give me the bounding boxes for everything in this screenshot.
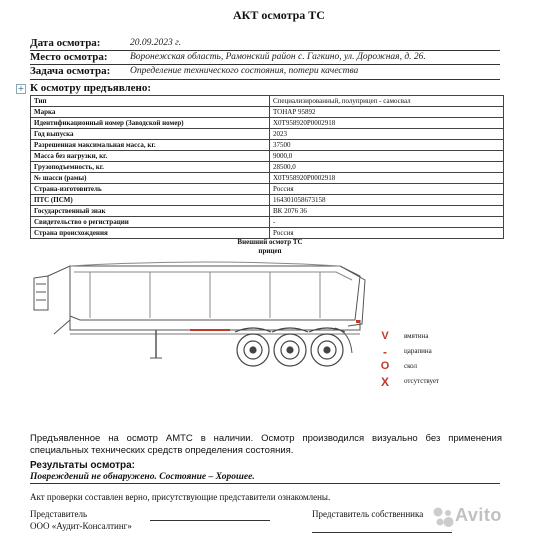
table-row	[31, 228, 504, 239]
spec-value: Россия	[270, 184, 504, 195]
results-value: Повреждений не обнаружено. Состояние – Хорошее.	[30, 472, 255, 482]
rear-gate	[340, 266, 365, 326]
chassis-frame	[70, 320, 360, 330]
table-row	[31, 217, 504, 228]
spec-key: Страна происхождения	[31, 228, 270, 239]
results-label: Результаты осмотра:	[30, 460, 135, 471]
organization-name: ООО «Аудит-Консалтинг»	[30, 521, 132, 531]
header-value: 20.09.2023 г.	[130, 38, 182, 48]
spec-value: -	[270, 217, 504, 228]
spec-key: Идентификационный номер (Заводской номер)	[31, 118, 270, 129]
spec-key: Разрешенная максимальная масса, кг.	[31, 140, 270, 151]
table-row	[31, 162, 504, 173]
spec-value: X0T958920P0002918	[270, 118, 504, 129]
inspection-paragraph: Предъявленное на осмотр АМТС в наличии. Осмотр производился визуально без применения специальных технических средств определения состояния.	[30, 433, 502, 456]
spec-value: 2023	[270, 129, 504, 140]
signature-line-right	[312, 532, 452, 533]
spec-value: 28500,0	[270, 162, 504, 173]
spec-key: Масса без нагрузки, кг.	[31, 151, 270, 162]
table-move-handle-icon[interactable]: +	[17, 84, 25, 93]
missing-symbol-icon: X	[380, 375, 389, 389]
chip-symbol-icon: O	[380, 360, 390, 372]
table-row	[31, 129, 504, 140]
trailer-diagram	[30, 258, 375, 373]
header-label: Задача осмотра:	[30, 65, 111, 77]
spec-key: Страна-изготовитель	[31, 184, 270, 195]
spec-key: Грузоподъемность, кг.	[31, 162, 270, 173]
front-wall	[48, 266, 70, 328]
spec-value: ВК 2076 36	[270, 206, 504, 217]
document-title: АКТ осмотра ТС	[233, 8, 325, 22]
tipper-body	[70, 266, 360, 320]
section-title: К осмотру предъявлено:	[30, 82, 152, 94]
header-label: Дата осмотра:	[30, 37, 101, 49]
rear-lights	[356, 320, 360, 323]
spec-key: Тип	[31, 96, 270, 107]
legend-label: отсутствует	[404, 377, 440, 385]
divider	[30, 79, 500, 80]
table-row	[31, 107, 504, 118]
spec-value: X0T958920P0002918	[270, 173, 504, 184]
spec-value: 9000,0	[270, 151, 504, 162]
spec-value: 37500	[270, 140, 504, 151]
header-label: Место осмотра:	[30, 51, 108, 63]
signature-line-left	[150, 520, 270, 521]
spec-value: 164301058673158	[270, 195, 504, 206]
table-row	[31, 140, 504, 151]
signature-left-label: Представитель	[30, 509, 88, 519]
header-value: Воронежская область, Рамонский район с. Гагкино, ул. Дорожная, д. 26.	[130, 52, 426, 62]
table-row	[31, 195, 504, 206]
divider	[30, 483, 500, 484]
legend-item	[378, 375, 478, 389]
diagram-title-line: Внешний осмотр ТС	[237, 238, 303, 246]
legend-item	[378, 345, 478, 359]
legend-label: вмятина	[404, 332, 429, 340]
table-row	[31, 206, 504, 217]
spec-key: ПТС (ПСМ)	[31, 195, 270, 206]
diagram-title	[200, 238, 340, 256]
wheel-group	[235, 328, 345, 366]
spec-key: Государственный знак	[31, 206, 270, 217]
spec-key: Свидетельство о регистрации	[31, 217, 270, 228]
legend-label: скол	[404, 362, 418, 370]
front-ladder	[34, 276, 48, 310]
spec-table	[30, 95, 504, 239]
spec-value: Специализированный, полуприцеп - самосвал	[270, 96, 504, 107]
spec-key: Марка	[31, 107, 270, 118]
signature-right-label: Представитель собственника	[312, 509, 424, 519]
table-row	[31, 96, 504, 107]
agreement-text: Акт проверки составлен верно, присутствующие представители ознакомлены.	[30, 492, 331, 502]
dent-symbol-icon: V	[381, 330, 389, 342]
spec-key: № шасси (рамы)	[31, 173, 270, 184]
header-value: Определение технического состояния, потери качества	[130, 66, 359, 76]
legend-item	[378, 330, 478, 344]
table-row	[31, 151, 504, 162]
avito-logo-icon	[432, 506, 454, 528]
spec-key: Год выпуска	[31, 129, 270, 140]
legend-item	[378, 360, 478, 374]
table-row	[31, 118, 504, 129]
table-row	[31, 173, 504, 184]
legend-label: царапина	[404, 347, 432, 355]
table-row	[31, 184, 504, 195]
spec-value: ТОНАР 95892	[270, 107, 504, 118]
spec-value: Россия	[270, 228, 504, 239]
diagram-subtitle-line: прицеп	[258, 247, 282, 255]
scratch-symbol-icon: -	[383, 345, 387, 359]
watermark-text: Avito	[455, 505, 502, 525]
